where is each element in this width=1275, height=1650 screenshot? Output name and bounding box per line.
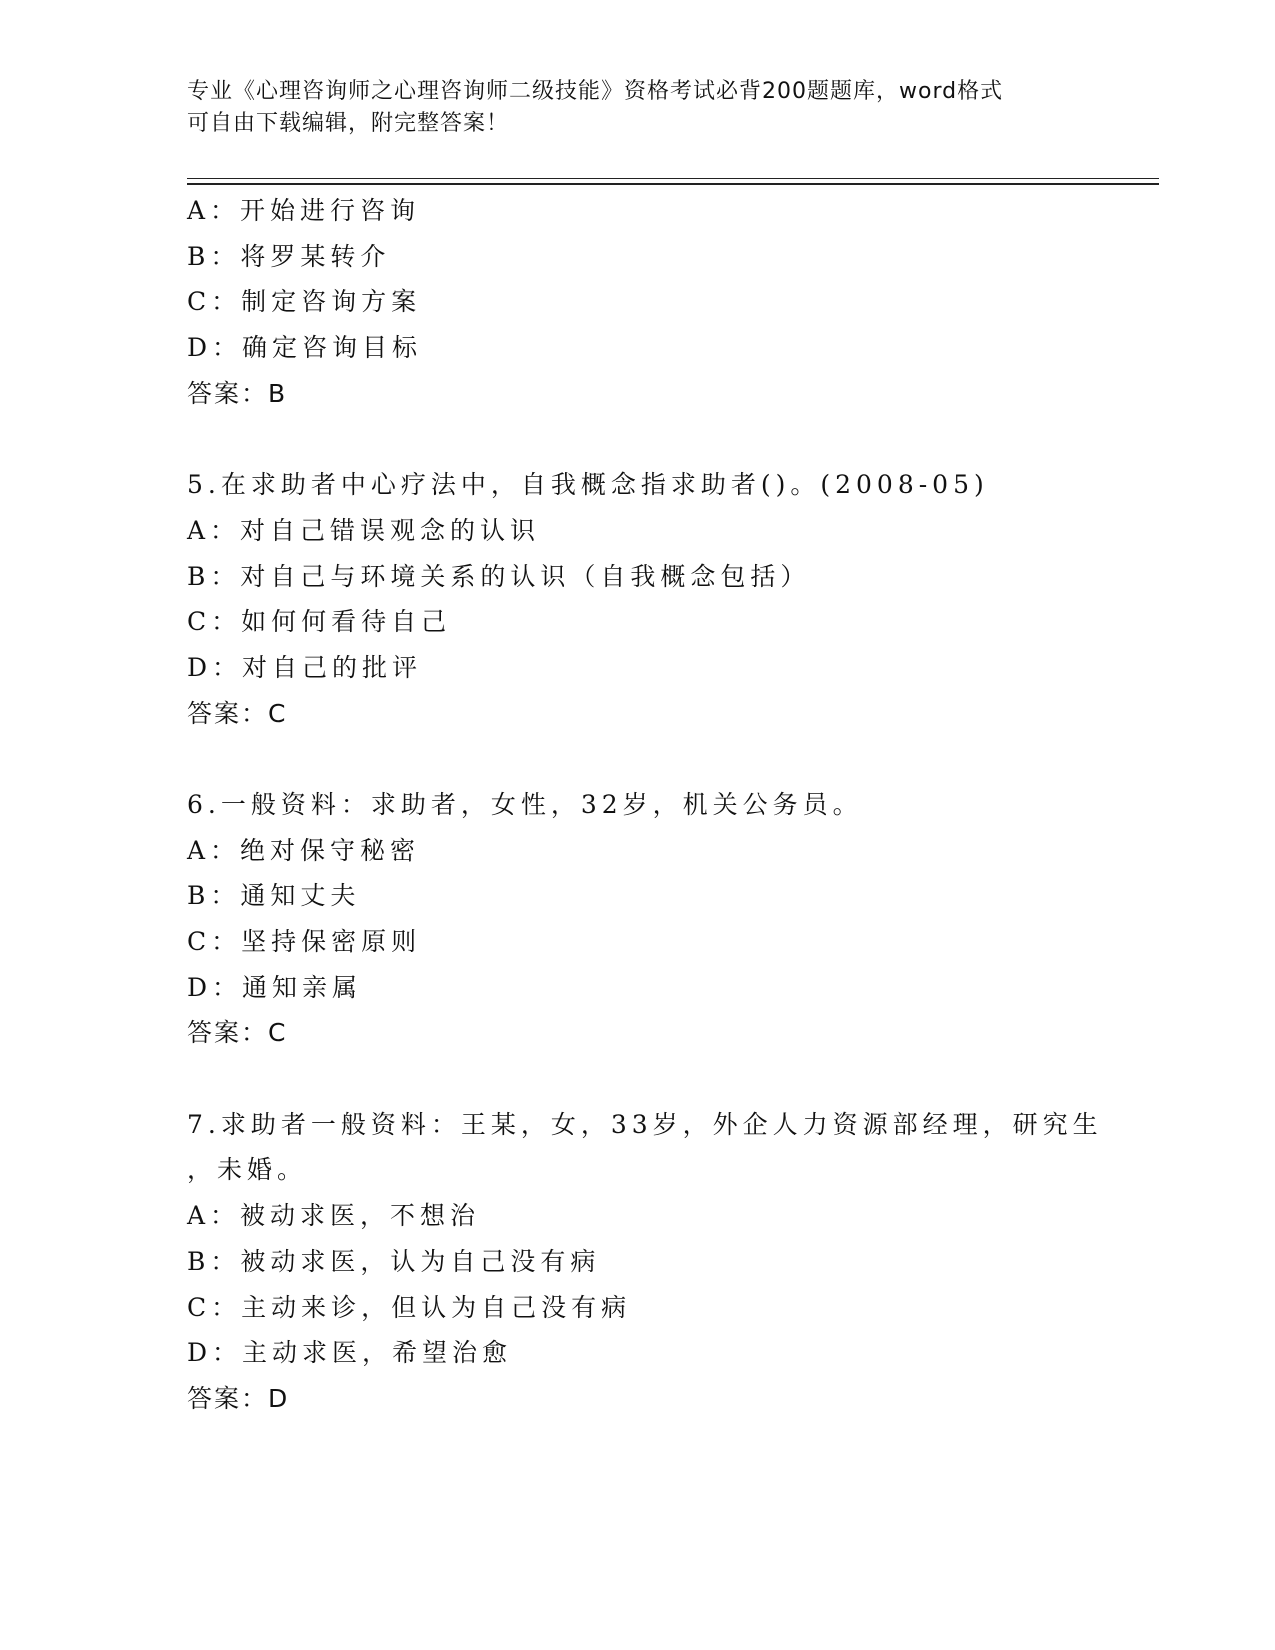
- option-c: C：制定咨询方案: [187, 287, 422, 317]
- option-d: D：主动求医，希望治愈: [187, 1338, 513, 1368]
- option-d: D：确定咨询目标: [187, 333, 423, 363]
- option-a: A：开始进行咨询: [187, 196, 421, 225]
- option-d: D：对自己的批评: [187, 652, 423, 682]
- question-text-line-1: 7.求助者一般资料：王某，女，33岁，外企人力资源部经理，研究生: [187, 1109, 1103, 1139]
- question-6: [187, 782, 1159, 1056]
- header-line-2: 可自由下载编辑，附完整答案！: [187, 111, 510, 136]
- header-divider-thin: [187, 178, 1159, 179]
- question-4: [187, 188, 1159, 416]
- header-divider-thick: [187, 183, 1159, 185]
- question-text: 5.在求助者中心疗法中，自我概念指求助者()。(2008-05): [187, 470, 989, 500]
- option-a: A：被动求医，不想治: [187, 1201, 481, 1231]
- option-a: A：对自己错误观念的认识: [187, 515, 541, 545]
- option-a: A：绝对保守秘密: [187, 835, 421, 865]
- option-d: D：通知亲属: [187, 972, 363, 1002]
- spacer: [187, 416, 1159, 462]
- option-c: C：主动来诊，但认为自己没有病: [187, 1292, 632, 1322]
- answer-line: 答案：D: [187, 1383, 290, 1413]
- question-7: [187, 1102, 1159, 1422]
- document-header: [187, 76, 1087, 140]
- question-5: [187, 462, 1159, 736]
- answer-line: 答案：B: [187, 378, 288, 408]
- option-b: B：对自己与环境关系的认识（自我概念包括）: [187, 561, 811, 591]
- option-b: B：通知丈夫: [187, 881, 361, 911]
- spacer: [187, 1056, 1159, 1102]
- option-c: C：如何何看待自己: [187, 607, 452, 637]
- answer-line: 答案：C: [187, 1018, 288, 1048]
- question-text-line-2: ，未婚。: [187, 1155, 308, 1185]
- spacer: [187, 736, 1159, 782]
- question-text: 6.一般资料：求助者，女性，32岁，机关公务员。: [187, 789, 863, 819]
- option-b: B：被动求医，认为自己没有病: [187, 1246, 601, 1276]
- header-line-1: 专业《心理咨询师之心理咨询师二级技能》资格考试必背200题题库，word格式: [187, 79, 1004, 104]
- option-b: B：将罗某转介: [187, 241, 391, 271]
- answer-line: 答案：C: [187, 698, 288, 728]
- option-c: C：坚持保密原则: [187, 927, 422, 956]
- question-list: [187, 188, 1159, 1422]
